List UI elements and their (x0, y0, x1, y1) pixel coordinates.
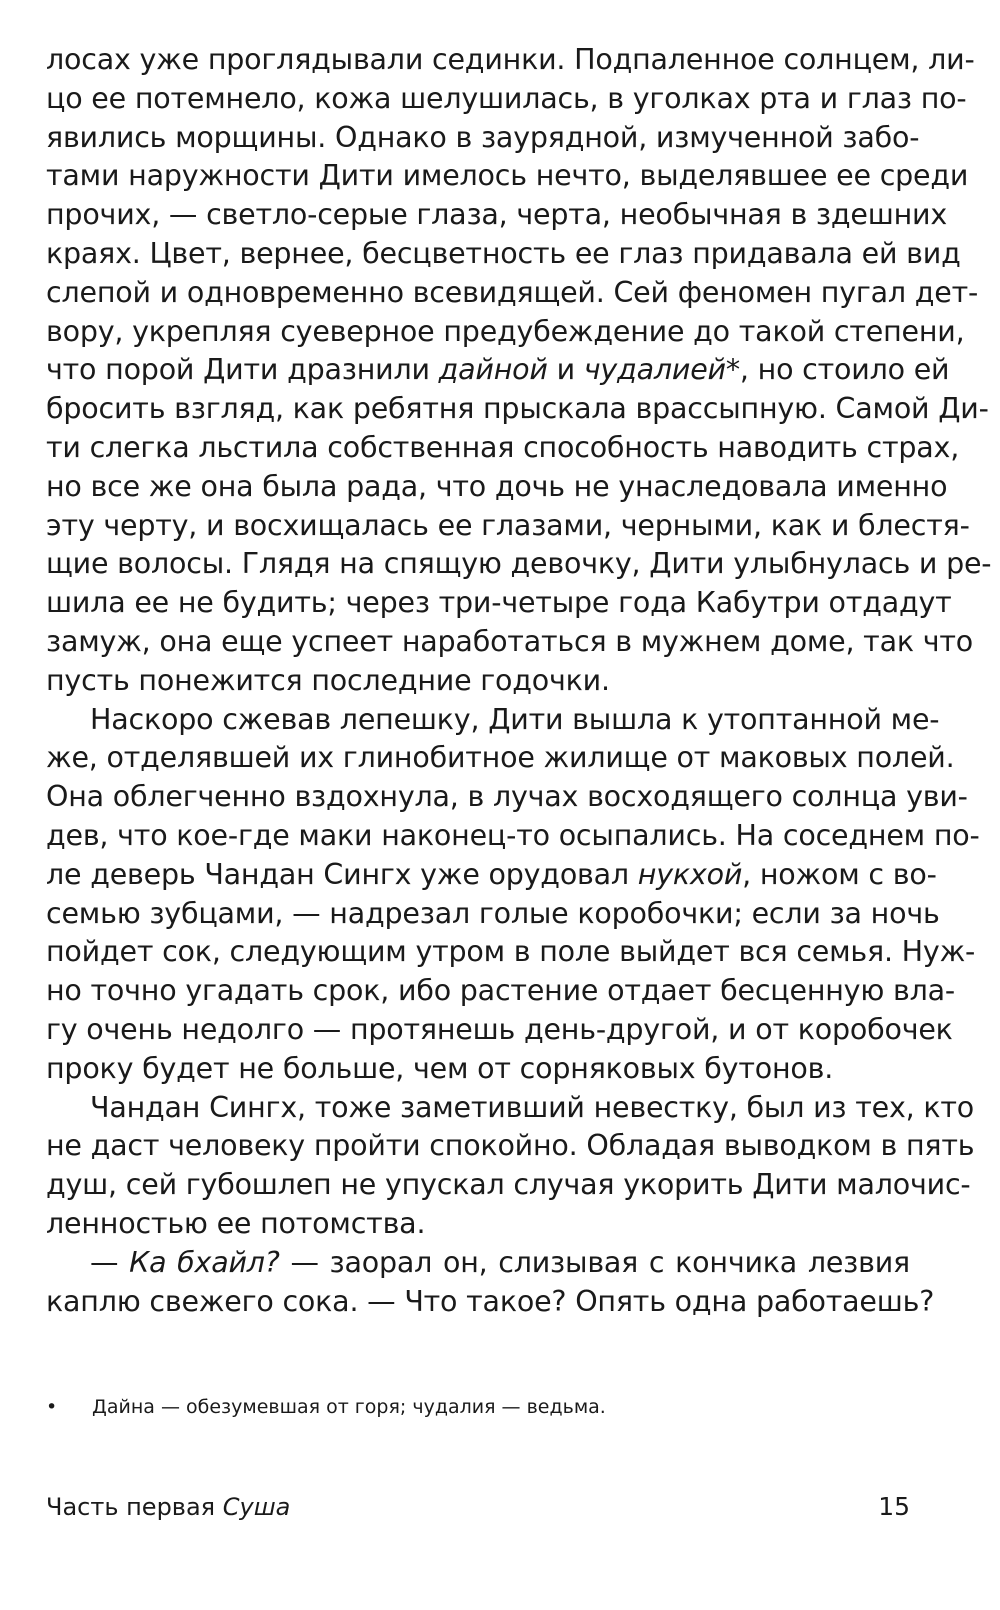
italic-term: нукхой (637, 857, 743, 891)
text-segment: каплю свежего сока. — Что такое? Опять одна работаешь? (46, 1284, 935, 1318)
text-segment: дев, что кое-где маки наконец-то осыпались. На соседнем по- (46, 818, 980, 852)
text-line (46, 856, 937, 895)
text-segment: лосах уже проглядывали сединки. Подпаленное солнцем, ли- (46, 43, 975, 76)
part-title: Часть первая (46, 1493, 216, 1521)
text-segment: эту черту, и восхищалась ее глазами, черными, как и блестя- (46, 508, 970, 542)
text-line (46, 507, 970, 546)
text-line (46, 351, 950, 390)
body-text (46, 41, 992, 1321)
footnote-text: Дайна — обезумевшая от горя; чудалия — ведьма. (92, 1396, 606, 1418)
text-segment: цо ее потемнело, кожа шелушилась, в уголках рта и глаз по- (46, 81, 967, 115)
text-segment: ле деверь Чандан Сингх уже орудовал (46, 857, 638, 891)
text-segment: не даст человеку пройти спокойно. Обладая выводком в пять (46, 1129, 975, 1163)
text-segment: — (90, 1245, 130, 1279)
text-segment: вору, укрепляя суеверное предубеждение до такой степени, (46, 314, 965, 348)
text-segment: шила ее не будить; через три-четыре года Кабутри отдадут (46, 586, 952, 620)
text-segment: слепой и одновременно всевидящей. Сей феномен пугал дет- (46, 275, 979, 309)
text-line (46, 390, 989, 429)
text-segment: щие волосы. Глядя на спящую девочку, Дити улыбнулась и ре- (46, 547, 992, 581)
text-line (46, 1166, 971, 1205)
text-line (46, 817, 980, 856)
text-segment: душ, сей губошлеп не упускал случая укорить Дити малочис- (46, 1168, 971, 1202)
text-segment: прочих, — светло-серые глаза, черта, необычная в здешних (46, 198, 948, 232)
text-line (46, 1089, 975, 1128)
italic-term: дайной (438, 353, 548, 387)
text-segment: *, но стоило ей (725, 353, 950, 387)
page-footer (46, 1490, 910, 1524)
text-line (46, 235, 961, 274)
text-segment: проку будет не больше, чем от сорняковых бутонов. (46, 1051, 834, 1085)
text-line (46, 313, 965, 352)
text-line (46, 778, 968, 817)
text-segment: и (547, 353, 584, 387)
text-segment: гу очень недолго — протянешь день-другой, и от коробочек (46, 1012, 953, 1046)
page-number: 15 (878, 1492, 910, 1521)
text-segment: Она облегченно вздохнула, в лучах восходящего солнца уви- (46, 780, 968, 814)
text-line (46, 41, 975, 80)
text-line (46, 429, 960, 468)
text-segment: но все же она была рада, что дочь не унаследовала именно (46, 469, 948, 503)
text-segment: Наскоро сжевав лепешку, Дити вышла к утоптанной ме- (90, 702, 940, 736)
italic-term: чудалией (583, 353, 726, 387)
text-segment: семью зубцами, — надрезал голые коробочки; если за ночь (46, 896, 940, 930)
text-line (46, 739, 955, 778)
text-segment: явились морщины. Однако в заурядной, измученной забо- (46, 120, 920, 154)
text-line (46, 701, 940, 740)
text-line (46, 196, 948, 235)
text-line (46, 972, 955, 1011)
text-line (46, 119, 920, 158)
text-segment: ленностью ее потомства. (46, 1206, 426, 1240)
text-segment: ти слегка льстила собственная способность наводить страх, (46, 430, 960, 464)
text-line (46, 1127, 975, 1166)
text-segment: , ножом с во- (742, 857, 937, 891)
section-title: Суша (222, 1493, 291, 1521)
text-line (46, 584, 952, 623)
text-line (46, 895, 940, 934)
text-line (46, 157, 969, 196)
text-segment: что порой Дити дразнили (46, 353, 439, 387)
text-line (46, 274, 979, 313)
text-line (46, 1011, 953, 1050)
text-line (46, 545, 992, 584)
text-segment: краях. Цвет, вернее, бесцветность ее глаз придавала ей вид (46, 236, 961, 270)
text-segment: но точно угадать срок, ибо растение отдает бесценную вла- (46, 974, 955, 1008)
text-segment: пусть понежится последние годочки. (46, 663, 610, 697)
text-segment: бросить взгляд, как ребятня прыскала врассыпную. Самой Ди- (46, 392, 989, 426)
footnote (46, 1394, 606, 1420)
text-segment: Чандан Сингх, тоже заметивший невестку, был из тех, кто (90, 1090, 975, 1124)
text-segment: же, отделявшей их глинобитное жилище от маковых полей. (46, 741, 955, 775)
text-line (46, 80, 967, 119)
text-segment: тами наружности Дити имелось нечто, выделявшее ее среди (46, 159, 969, 193)
text-segment: замуж, она еще успеет наработаться в мужнем доме, так что (46, 624, 973, 658)
text-line (46, 1283, 935, 1322)
footnote-mark: • (46, 1396, 58, 1418)
italic-term: Ка бхайл? (129, 1245, 280, 1279)
text-line (46, 1050, 910, 1089)
text-segment: — заорал он, слизывая с кончика лезвия (279, 1245, 910, 1279)
text-line (46, 933, 976, 972)
running-footer (46, 1490, 290, 1524)
text-line (46, 1244, 910, 1283)
text-line (46, 623, 973, 662)
text-line (46, 662, 910, 701)
text-segment: пойдет сок, следующим утром в поле выйдет вся семья. Нуж- (46, 935, 976, 969)
text-line (46, 468, 948, 507)
text-line (46, 1205, 910, 1244)
